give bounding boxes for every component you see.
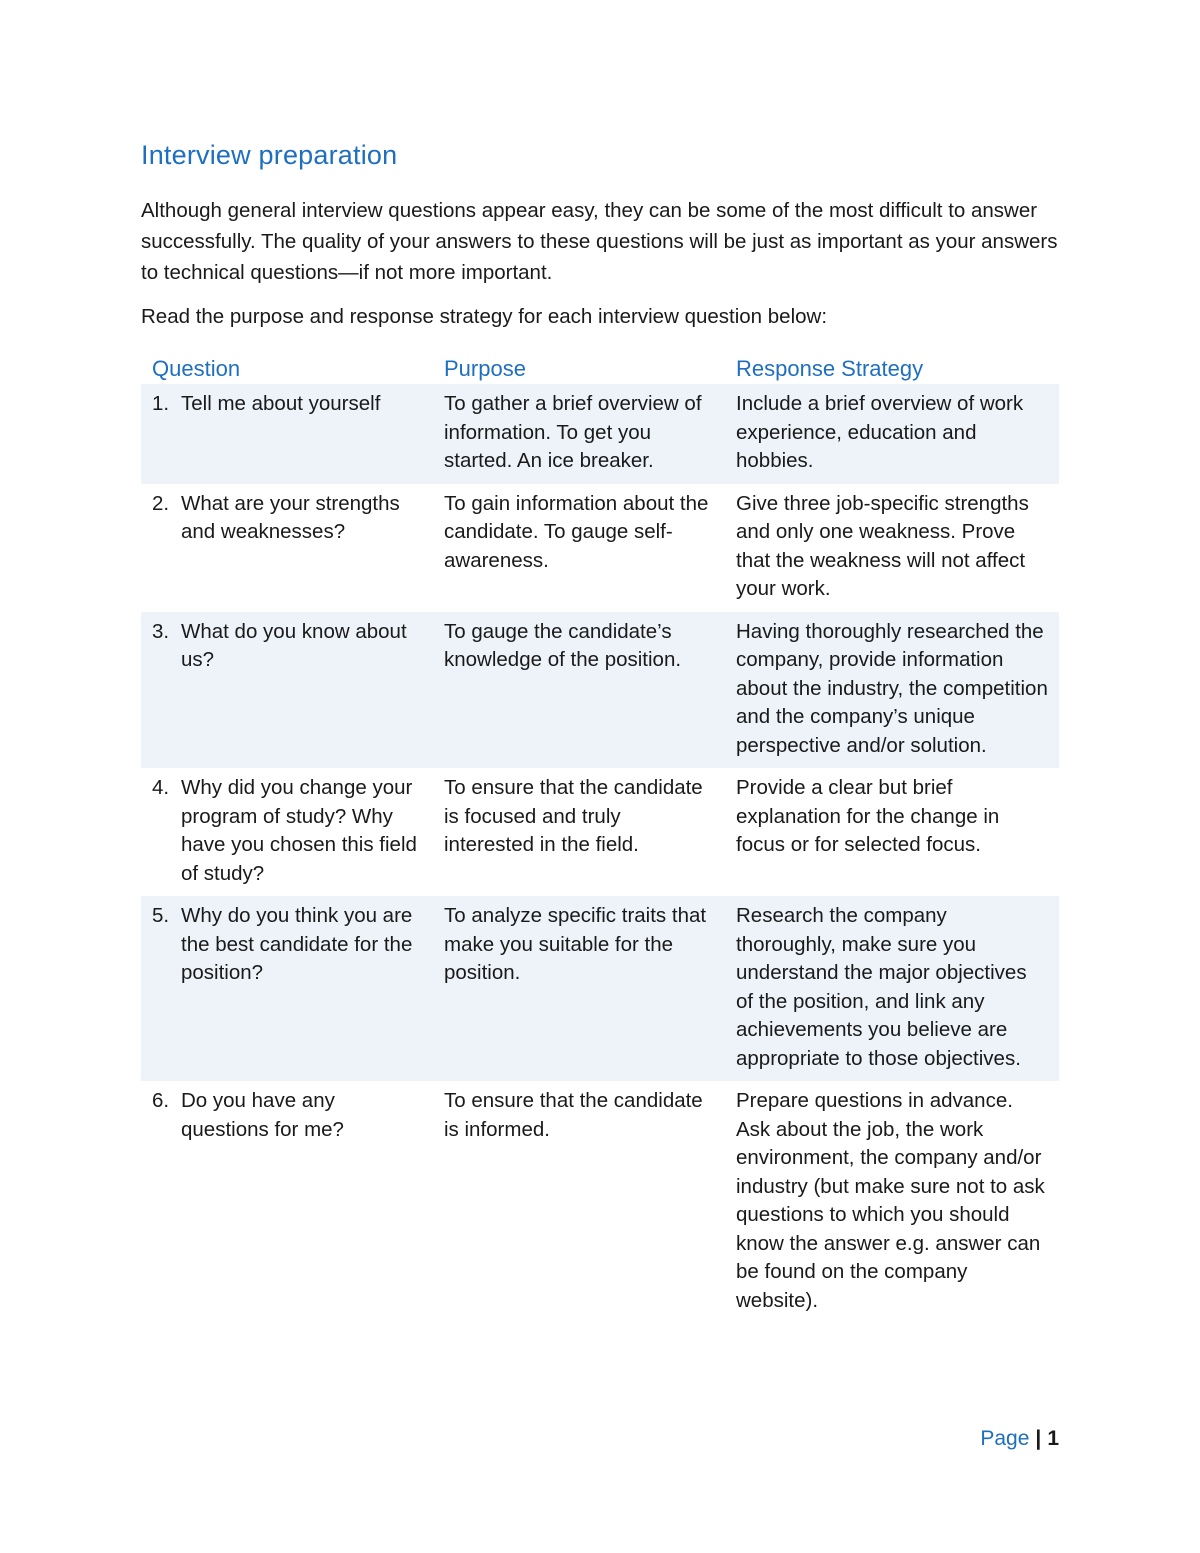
strategy-cell: Research the company thoroughly, make sure you understand the major objectives of the position, and link any achievements you believe are appropriate to those objectives. — [725, 896, 1059, 1081]
table-row — [141, 484, 1059, 612]
purpose-cell: To gather a brief overview of information. To get you started. An ice breaker. — [433, 384, 725, 484]
table-row — [141, 768, 1059, 896]
page-footer — [980, 1427, 1059, 1451]
strategy-cell: Provide a clear but brief explanation for the change in focus or for selected focus. — [736, 776, 1000, 856]
question-text: Why do you think you are the best candidate for the position? — [181, 904, 413, 984]
header-strategy: Response Strategy — [736, 356, 924, 381]
table-row — [141, 612, 1059, 769]
question-text: Why did you change your program of study? Why have you chosen this field of study? — [181, 776, 417, 885]
purpose-cell: To ensure that the candidate is informed. — [444, 1089, 703, 1141]
table-row — [141, 384, 1059, 484]
instruction-paragraph: Read the purpose and response strategy for each interview question below: — [141, 305, 828, 328]
interview-questions-table — [141, 350, 1059, 1323]
question-cell — [141, 384, 433, 484]
page-label: Page — [980, 1427, 1030, 1450]
purpose-cell: To gain information about the candidate. To gauge self-awareness. — [444, 491, 709, 572]
question-number: 3. — [152, 619, 170, 643]
strategy-cell: Prepare questions in advance. Ask about the job, the work environment, the company and/or industry (but make sure not to ask questions to which you should know the answer e.g. answer can be found on the company website). — [736, 1089, 1045, 1312]
header-purpose: Purpose — [444, 356, 526, 381]
purpose-cell: To gauge the candidate’s knowledge of the position. — [433, 612, 725, 769]
question-text: What do you know about us? — [181, 619, 407, 671]
question-text: Do you have any questions for me? — [181, 1089, 344, 1141]
question-number: 4. — [152, 776, 170, 799]
strategy-cell: Include a brief overview of work experience, education and hobbies. — [725, 384, 1059, 484]
question-text: Tell me about yourself — [181, 392, 381, 415]
question-number: 5. — [152, 904, 170, 927]
strategy-cell: Having thoroughly researched the company, provide information about the industry, the competition and the company’s unique perspective and/or solution. — [725, 612, 1059, 769]
intro-paragraph: Although general interview questions appear easy, they can be some of the most difficult to answer successfully. The quality of your answers to these questions will be just as important as your answers to technical questions—if not more important. — [141, 199, 1058, 284]
purpose-cell: To analyze specific traits that make you suitable for the position. — [433, 896, 725, 1081]
table-row — [141, 896, 1059, 1081]
document-page — [141, 140, 1059, 1323]
table-row — [141, 1081, 1059, 1323]
table-header-row — [141, 350, 1059, 384]
purpose-cell: To ensure that the candidate is focused and truly interested in the field. — [444, 776, 703, 856]
question-text: What are your strengths and weaknesses? — [181, 491, 400, 543]
question-cell — [141, 1081, 433, 1323]
question-cell — [141, 896, 433, 1081]
page-separator: | — [1035, 1427, 1042, 1450]
question-number: 2. — [152, 491, 170, 515]
question-number: 1. — [152, 392, 170, 415]
strategy-cell: Give three job-specific strengths and only one weakness. Prove that the weakness will not affect your work. — [736, 491, 1029, 600]
page-number: 1 — [1047, 1427, 1059, 1450]
question-cell — [141, 484, 433, 612]
page-title: Interview preparation — [141, 140, 398, 170]
question-cell — [141, 612, 433, 769]
header-question: Question — [152, 356, 241, 381]
question-number: 6. — [152, 1089, 170, 1112]
question-cell — [141, 768, 433, 896]
